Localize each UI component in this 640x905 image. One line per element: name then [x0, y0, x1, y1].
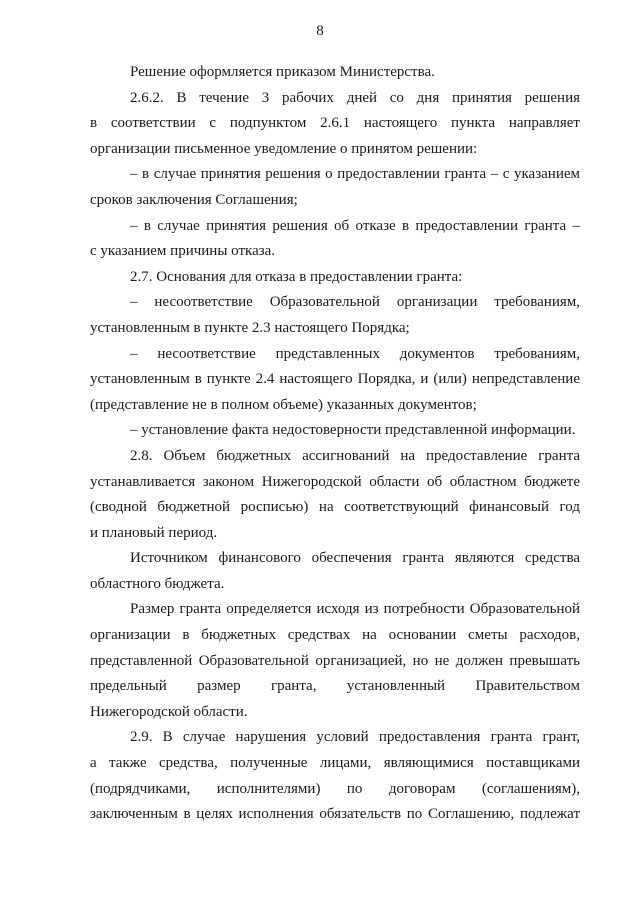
- text-line: – в случае принятия решения о предоставлении гранта – с указанием: [130, 166, 580, 183]
- text-line: 2.6.2. В течение 3 рабочих дней со дня принятия решения: [130, 89, 580, 106]
- text-line: Решение оформляется приказом Министерства.: [130, 64, 435, 80]
- text-line: а также средства, полученные лицами, являющимися поставщиками: [90, 755, 580, 772]
- text-line: организации в бюджетных средствах на основании сметы расходов,: [90, 627, 580, 644]
- text-line: сроков заключения Соглашения;: [90, 191, 298, 208]
- text-line: – в случае принятия решения об отказе в предоставлении гранта –: [130, 217, 580, 234]
- text-line: (сводной бюджетной росписью) на соответствующий финансовый год: [90, 499, 580, 516]
- text-line: устанавливается законом Нижегородской области об областном бюджете: [90, 473, 580, 490]
- text-line: Источником финансового обеспечения гранта являются средства: [130, 550, 580, 567]
- text-line: – несоответствие Образовательной организации требованиям,: [130, 294, 580, 311]
- text-line: – несоответствие представленных документов требованиям,: [130, 345, 580, 362]
- text-line: с указанием причины отказа.: [90, 243, 276, 260]
- text-line: представленной Образовательной организацией, но не должен превышать: [90, 652, 580, 669]
- text-line: 2.7. Основания для отказа в предоставлении гранта:: [130, 268, 463, 285]
- text-line: областного бюджета.: [90, 575, 225, 592]
- text-line: Размер гранта определяется исходя из потребности Образовательной: [130, 601, 580, 618]
- text-line: установленным в пункте 2.4 настоящего Порядка, и (или) непредставление: [90, 371, 580, 388]
- text-line: 2.8. Объем бюджетных ассигнований на предоставление гранта: [130, 447, 580, 464]
- text-line: Нижегородской области.: [90, 703, 248, 720]
- page-number: 8: [316, 23, 324, 39]
- text-line: – установление факта недостоверности представленной информации.: [130, 422, 576, 439]
- text-line: (представление не в полном объеме) указанных документов;: [90, 396, 477, 413]
- text-line: 2.9. В случае нарушения условий предоставления гранта грант,: [130, 729, 580, 746]
- text-line: предельный размер гранта, установленный Правительством: [90, 678, 580, 695]
- text-line: в соответствии с подпунктом 2.6.1 настоящего пункта направляет: [90, 115, 580, 132]
- text-line: организации письменное уведомление о принятом решении:: [90, 140, 478, 157]
- text-line: установленным в пункте 2.3 настоящего Порядка;: [90, 319, 410, 336]
- text-line: (подрядчиками, исполнителями) по договорам (соглашениям),: [90, 780, 580, 797]
- document-body: [90, 60, 580, 828]
- text-line: заключенным в целях исполнения обязательств по Соглашению, подлежат: [90, 806, 580, 823]
- text-line: и плановый период.: [90, 524, 218, 541]
